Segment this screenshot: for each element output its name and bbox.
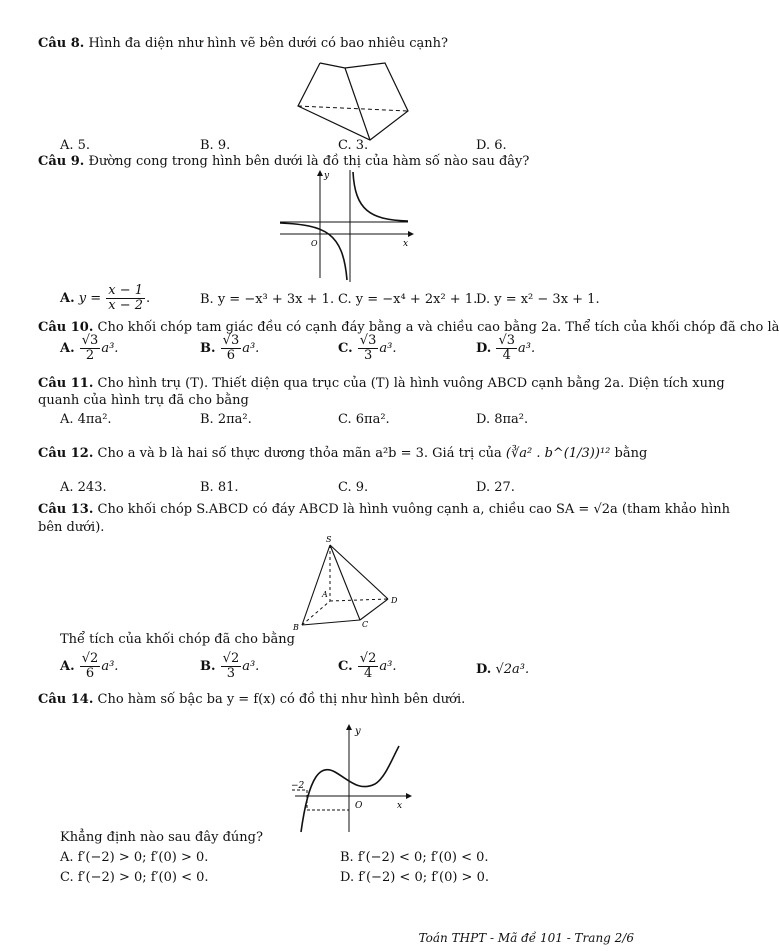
x-axis-label: x bbox=[403, 239, 409, 249]
question-text: Cho khối chóp S.ABCD có đáy ABCD là hình vuông cạnh a, chiều cao SA = √2a (tham khảo hình bbox=[97, 502, 731, 517]
question-9 bbox=[38, 154, 529, 169]
question-10 bbox=[38, 320, 779, 335]
page-footer: Toán THPT - Mã đề 101 - Trang 2/6 bbox=[418, 931, 634, 945]
q8-option-c[interactable]: C. 3. bbox=[338, 138, 369, 153]
q12-option-a[interactable]: A. 243. bbox=[60, 480, 107, 495]
question-text: Đường cong trong hình bên dưới là đồ thị của hàm số nào sau đây? bbox=[88, 154, 530, 169]
minus-two-label: −2 bbox=[291, 781, 305, 791]
q13-option-c[interactable]: C. $\frac{√2}{4}$ a³. bbox=[338, 651, 397, 681]
q13-option-d[interactable]: D. √2a³. bbox=[476, 662, 530, 677]
q12-option-d[interactable]: D. 27. bbox=[476, 480, 515, 495]
question-number: Câu 12. bbox=[38, 446, 94, 461]
vertex-b-label: B bbox=[293, 623, 299, 632]
q11-option-c[interactable]: C. 6πa². bbox=[338, 412, 390, 427]
q11-option-d[interactable]: D. 8πa². bbox=[476, 412, 529, 427]
question-text: Hình đa diện như hình vẽ bên dưới có bao nhiêu cạnh? bbox=[88, 36, 448, 51]
question-number: Câu 9. bbox=[38, 154, 85, 169]
q10-option-d[interactable]: D. $\frac{√3}{4}$ a³. bbox=[476, 333, 536, 363]
q10-option-b[interactable]: B. $\frac{√3}{6}$ a³. bbox=[200, 333, 260, 363]
x-axis-label: x bbox=[397, 801, 403, 811]
q14-option-a[interactable]: A. f′(−2) > 0; f′(0) > 0. bbox=[60, 850, 209, 865]
q13-option-b[interactable]: B. $\frac{√2}{3}$ a³. bbox=[200, 651, 260, 681]
fraction: $\frac{x - 1}{x - 2}$ bbox=[108, 283, 144, 313]
question-text: Cho khối chóp tam giác đều có cạnh đáy bằng a và chiều cao bằng 2a. Thể tích của khối chóp đã cho là bbox=[97, 320, 779, 335]
question-11 bbox=[38, 376, 725, 391]
q8-option-a[interactable]: A. 5. bbox=[60, 138, 91, 153]
question-13-prompt: Thể tích của khối chóp đã cho bằng bbox=[60, 632, 295, 647]
question-number: Câu 14. bbox=[38, 692, 94, 707]
q14-option-b[interactable]: B. f′(−2) < 0; f′(0) < 0. bbox=[340, 850, 489, 865]
q10-option-c[interactable]: C. $\frac{√3}{3}$ a³. bbox=[338, 333, 397, 363]
question-text: Cho hình trụ (T). Thiết diện qua trục của (T) là hình vuông ABCD cạnh bằng 2a. Diện tích xung bbox=[97, 376, 725, 391]
q12-option-b[interactable]: B. 81. bbox=[200, 480, 239, 495]
question-number: Câu 8. bbox=[38, 36, 85, 51]
q9-option-a[interactable]: A. y = $\frac{x - 1}{x - 2}$ . bbox=[60, 283, 151, 313]
question-12 bbox=[38, 446, 647, 461]
q11-option-a[interactable]: A. 4πa². bbox=[60, 412, 112, 427]
math-expression: (∛a² . b^(1/3))¹² bbox=[505, 446, 611, 461]
question-13 bbox=[38, 502, 730, 517]
vertex-s-label: S bbox=[326, 535, 332, 544]
q11-option-b[interactable]: B. 2πa². bbox=[200, 412, 252, 427]
q10-option-a[interactable]: A. $\frac{√3}{2}$ a³. bbox=[60, 333, 119, 363]
q12-option-c[interactable]: C. 9. bbox=[338, 480, 369, 495]
pyramid-figure bbox=[290, 533, 410, 633]
question-14 bbox=[38, 692, 465, 707]
question-text: Cho a và b là hai số thực dương thỏa mãn a²b = 3. Giá trị của bbox=[97, 446, 502, 461]
y-axis-label: y bbox=[324, 171, 330, 181]
question-13-line2: bên dưới). bbox=[38, 520, 105, 535]
hyperbola-graph bbox=[275, 170, 415, 282]
q8-option-d[interactable]: D. 6. bbox=[476, 138, 507, 153]
q8-option-b[interactable]: B. 9. bbox=[200, 138, 231, 153]
q13-option-a[interactable]: A. $\frac{√2}{6}$ a³. bbox=[60, 651, 119, 681]
question-number: Câu 10. bbox=[38, 320, 94, 335]
question-number: Câu 13. bbox=[38, 502, 94, 517]
origin-label: O bbox=[311, 239, 318, 248]
vertex-a-label: A bbox=[322, 590, 328, 599]
question-number: Câu 11. bbox=[38, 376, 94, 391]
polyhedron-figure bbox=[290, 58, 430, 144]
question-8 bbox=[38, 36, 448, 51]
q14-option-d[interactable]: D. f′(−2) < 0; f′(0) > 0. bbox=[340, 870, 489, 885]
vertex-d-label: D bbox=[391, 596, 398, 605]
q9-option-d[interactable]: D. y = x² − 3x + 1. bbox=[476, 292, 600, 307]
question-tail: bằng bbox=[614, 446, 648, 461]
vertex-c-label: C bbox=[362, 620, 369, 629]
question-11-line2: quanh của hình trụ đã cho bằng bbox=[38, 393, 249, 408]
cubic-graph bbox=[287, 724, 412, 834]
origin-label: O bbox=[355, 801, 363, 811]
question-14-prompt: Khẳng định nào sau đây đúng? bbox=[60, 830, 263, 845]
y-axis-label: y bbox=[355, 726, 361, 737]
question-text: Cho hàm số bậc ba y = f(x) có đồ thị như hình bên dưới. bbox=[97, 692, 466, 707]
q9-option-b[interactable]: B. y = −x³ + 3x + 1. bbox=[200, 292, 335, 307]
q9-option-c[interactable]: C. y = −x⁴ + 2x² + 1. bbox=[338, 292, 478, 307]
q14-option-c[interactable]: C. f′(−2) > 0; f′(0) < 0. bbox=[60, 870, 209, 885]
